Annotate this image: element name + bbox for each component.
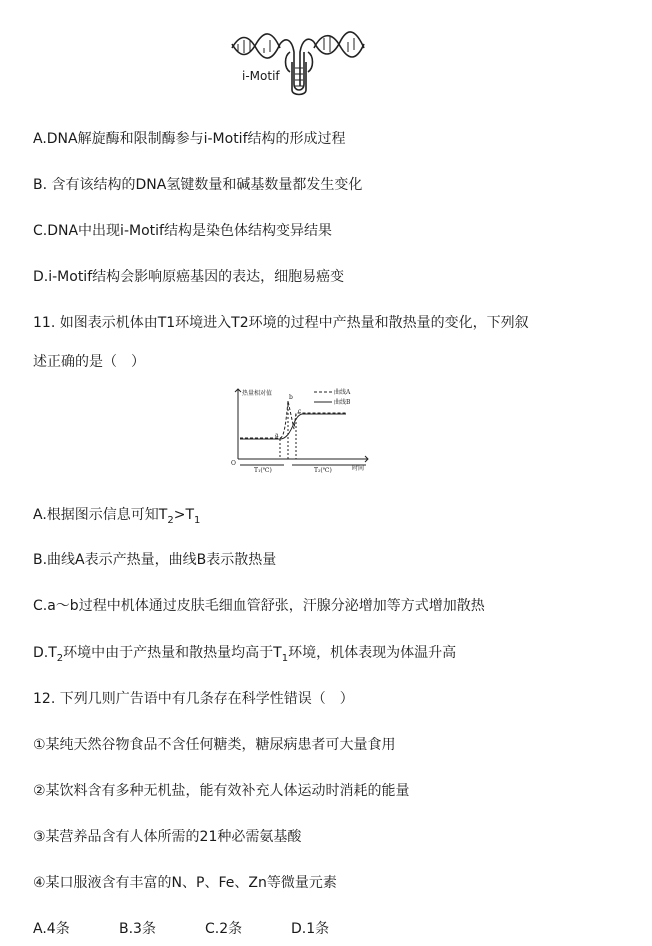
curve-a: [240, 401, 346, 438]
q11-option-d-prefix: D.T: [33, 645, 57, 661]
q11-stem-line2: 述正确的是（ ）: [33, 354, 145, 370]
q11-option-a-sub2: 1: [194, 514, 201, 526]
q11-option-a-sub1: 2: [167, 514, 174, 526]
imotif-figure: [228, 22, 368, 100]
q10-option-c: C.DNA中出现i-Motif结构是染色体结构变异结果: [33, 223, 332, 239]
point-b-label: b: [289, 394, 293, 401]
curve-b: [240, 414, 346, 439]
q12-option-b: B.3条: [119, 921, 156, 937]
q11-stem-line1: 11. 如图表示机体由T1环境进入T2环境的过程中产热量和散热量的变化，下列叙: [33, 315, 529, 331]
q10-option-a: A.DNA解旋酶和限制酶参与i-Motif结构的形成过程: [33, 131, 346, 147]
imotif-label: i-Motif: [242, 69, 280, 83]
q11-chart: [228, 383, 374, 475]
q11-option-d-sub2: 1: [281, 652, 289, 664]
q11-option-a: [33, 506, 200, 530]
legend-a-label: 曲线A: [334, 389, 351, 396]
point-c-label: c: [298, 408, 302, 415]
q12-option-a: A.4条: [33, 921, 70, 937]
period1-label: T₁(℃): [254, 467, 272, 474]
q11-option-c: C.a～b过程中机体通过皮肤毛细血管舒张，汗腺分泌增加等方式增加散热: [33, 598, 485, 614]
q12-item-1: ①某纯天然谷物食品不含任何糖类，糖尿病患者可大量食用: [33, 737, 396, 753]
q11-option-d-mid: 环境中由于产热量和散热量均高于T: [63, 645, 282, 661]
chart-xlabel: 时间: [352, 465, 365, 472]
q12-item-4: ④某口服液含有丰富的N、P、Fe、Zn等微量元素: [33, 875, 337, 891]
q11-option-d-sub1: 2: [56, 652, 64, 664]
q11-option-d-suffix: 环境，机体表现为体温升高: [288, 645, 457, 661]
q11-option-a-prefix: A.根据图示信息可知T: [33, 507, 168, 523]
q12-stem: 12. 下列几则广告语中有几条存在科学性错误（ ）: [33, 691, 354, 707]
q11-option-d: [33, 644, 456, 668]
chart-origin: O: [231, 460, 236, 467]
q10-option-d: D.i-Motif结构会影响原癌基因的表达，细胞易癌变: [33, 269, 345, 285]
q11-option-b: B.曲线A表示产热量，曲线B表示散热量: [33, 552, 277, 568]
point-a-label: a: [275, 432, 279, 439]
imotif-diagram: [228, 22, 368, 100]
period2-label: T₂(℃): [314, 467, 332, 474]
q12-item-3: ③某营养品含有人体所需的21种必需氨基酸: [33, 829, 302, 845]
q11-option-a-mid: >T: [173, 507, 195, 523]
legend-b-label: 曲线B: [334, 399, 351, 406]
q12-option-c: C.2条: [205, 921, 243, 937]
chart-ylabel: 热量相对值: [242, 390, 273, 397]
q10-option-b: B. 含有该结构的DNA氢键数量和碱基数量都发生变化: [33, 177, 363, 193]
q12-item-2: ②某饮料含有多种无机盐，能有效补充人体运动时消耗的能量: [33, 783, 410, 799]
q12-option-d: D.1条: [291, 921, 330, 937]
